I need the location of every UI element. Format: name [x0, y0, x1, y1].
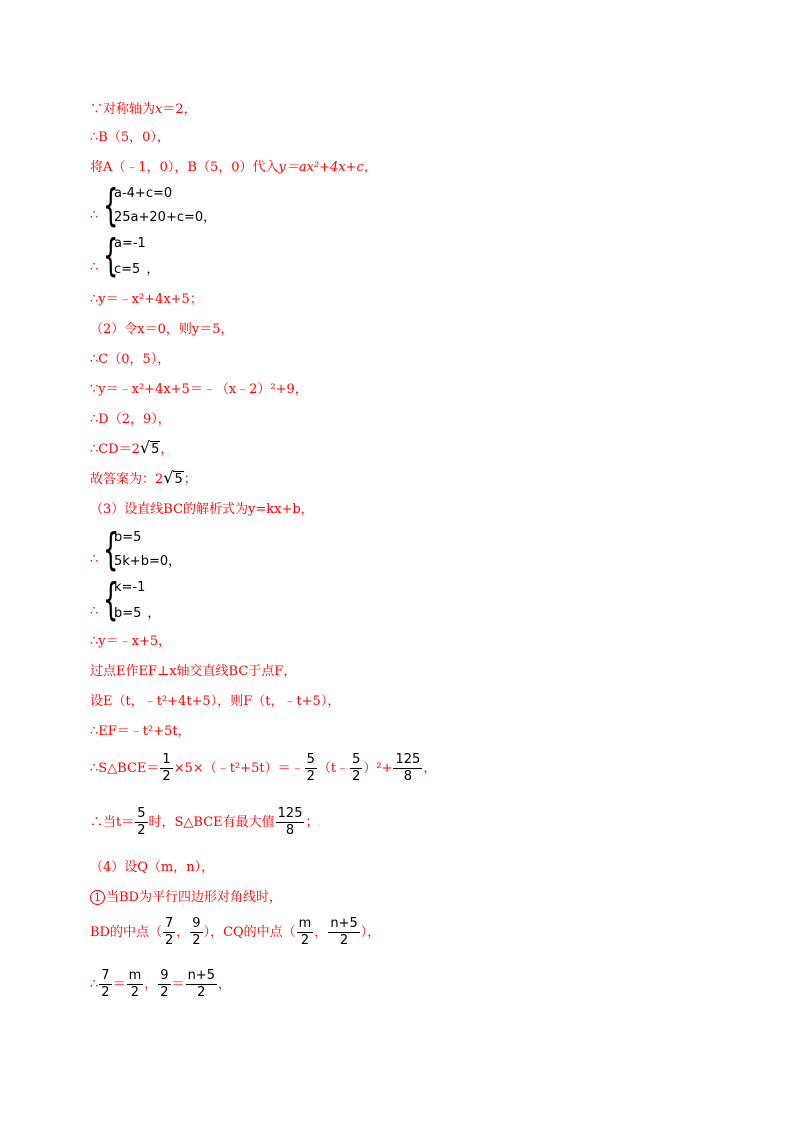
- line-part2-intro: （2）令x＝0，则y＝5，: [90, 322, 234, 337]
- line-vertex-form: ∵y＝﹣x²+4x+5＝﹣（x﹣2）²+9，: [90, 382, 308, 397]
- fraction: $\frac{5}{2}$: [137, 806, 146, 838]
- fraction: $\frac{5}{2}$: [352, 752, 361, 784]
- line-point-c: ∴C（0，5），: [90, 352, 171, 367]
- line-parabola: ∴y＝﹣x²+4x+5；: [90, 292, 203, 307]
- fraction: $\frac{9}{2}$: [160, 968, 169, 1000]
- fraction: $\frac{m}{2}$: [298, 916, 312, 948]
- sqrt-symbol: √5: [163, 468, 183, 487]
- fraction: $\frac{m}{2}$: [128, 968, 142, 1000]
- line-construct-ef: 过点E作EF⊥x轴交直线BC于点F，: [90, 664, 297, 679]
- line-point-b: ∴B（5，0），: [90, 130, 170, 145]
- line-max-value: ∴当t＝ $\frac{5}{2}$ 时，S△BCE有最大值 $\frac{125}{8}$ ；: [90, 806, 319, 838]
- line-part3-intro: （3）设直线BC的解析式为y=kx+b，: [90, 502, 314, 517]
- line-set-e-f: 设E（t，﹣t²+4t+5），则F（t，﹣t+5），: [90, 694, 341, 709]
- fraction: $\frac{125}{8}$: [395, 752, 421, 784]
- line-point-d: ∴D（2，9），: [90, 412, 171, 427]
- line-midpoints: BD的中点（ $\frac{7}{2}$ ， $\frac{9}{2}$ ），CQ的中点（ $\frac{m}{2}$ ， $\frac{n+5}{2}$ ），: [90, 916, 381, 948]
- fraction: $\frac{n+5}{2}$: [330, 916, 358, 948]
- line-case-1: 1 当BD为平行四边形对角线时，: [90, 890, 282, 906]
- circled-number: 1: [90, 890, 105, 905]
- fraction: $\frac{1}{2}$: [162, 752, 171, 784]
- sqrt-symbol: √5: [139, 438, 160, 457]
- fraction: $\frac{n+5}{2}$: [187, 968, 215, 1000]
- therefore-symbol: ∴: [90, 552, 99, 567]
- line-cd-length: ∴CD＝2√5，: [90, 438, 174, 457]
- therefore-symbol: ∴: [90, 604, 99, 619]
- line-area-expression: ∴S△BCE＝ $\frac{1}{2}$ ×5×（﹣t²+5t）＝﹣ $\frac{5}{2}$ （t﹣ $\frac{5}{2}$ ）²+ $\frac{125}{8}$ ，: [90, 752, 437, 784]
- fraction: $\frac{7}{2}$: [101, 968, 110, 1000]
- brace-icon: {: [103, 230, 119, 281]
- line-symmetry-axis: ∵对称轴为x＝2，: [90, 102, 197, 117]
- therefore-symbol: ∴: [90, 208, 99, 223]
- line-substitute: 将A（﹣1，0），B（5，0）代入y＝ax²+4x+c，: [90, 160, 377, 175]
- fraction: $\frac{125}{8}$: [277, 806, 303, 838]
- fraction: $\frac{9}{2}$: [192, 916, 201, 948]
- line-ef-length: ∴EF＝﹣t²+5t，: [90, 724, 191, 739]
- document-page: ∵对称轴为x＝2， ∴B（5，0）， 将A（﹣1，0），B（5，0）代入y＝ax²+4x+c， { a-4+c=0 25a+20+c=0， ∴ { a=-1 c=5 ， ∴ ∴y＝﹣x²+4x+5； （2）令x＝0，则y＝5， ∴C（0，5）， ∵y＝﹣x²+4x+5＝﹣（x﹣2）²+9， ∴D（2，9）， ∴CD＝2√5， 故答案为：2√5； （3）设直线BC的解析式为y=kx+b， { b=5 5k+b=0， ∴ { k=-1 b=5 ， ∴ ∴y＝﹣x+5， 过点E作EF⊥x轴交直线BC于点F， 设E（t，﹣t²+4t+5），则F（t，﹣t+5）， ∴EF＝﹣t²+5t， ∴S△BCE＝ $\frac{1}{2}$ ×5×（﹣t²+5t）＝﹣ $\frac{5}{2}$ （t﹣ $\frac{5}{2}$ ）²+ $\frac{125}{8}$ ， ∴当t＝ $\frac{5}{2}$ 时，S△BCE有最大值 $\frac{125}{8}$ ； （4）设Q（m，n）， 1 当BD为平行四边形对角线时， BD的中点（ $\frac{7}{2}$ ， $\frac{9}{2}$ ），CQ的中点（ $\frac{m}{2}$ ， $\frac{n+5}{2}$ ）， ∴ $\frac{7}{2}$ ＝ $\frac{m}{2}$ ， $\frac{9}{2}$ ＝ $\frac{n+5}{2}$ ，: [90, 102, 437, 1000]
- brace-icon: {: [103, 574, 119, 625]
- fraction: $\frac{7}{2}$: [164, 916, 174, 948]
- brace-icon: {: [103, 180, 119, 231]
- line-part4-intro: （4）设Q（m，n），: [90, 860, 215, 875]
- therefore-symbol: ∴: [90, 260, 99, 275]
- fraction: $\frac{5}{2}$: [306, 752, 315, 784]
- line-midpoint-equations: ∴ $\frac{7}{2}$ ＝ $\frac{m}{2}$ ， $\frac{9}{2}$ ＝ $\frac{n+5}{2}$ ，: [90, 968, 231, 1000]
- brace-icon: {: [103, 524, 119, 575]
- line-line-bc: ∴y＝﹣x+5，: [90, 634, 172, 649]
- line-answer: 故答案为：2√5；: [90, 468, 197, 487]
